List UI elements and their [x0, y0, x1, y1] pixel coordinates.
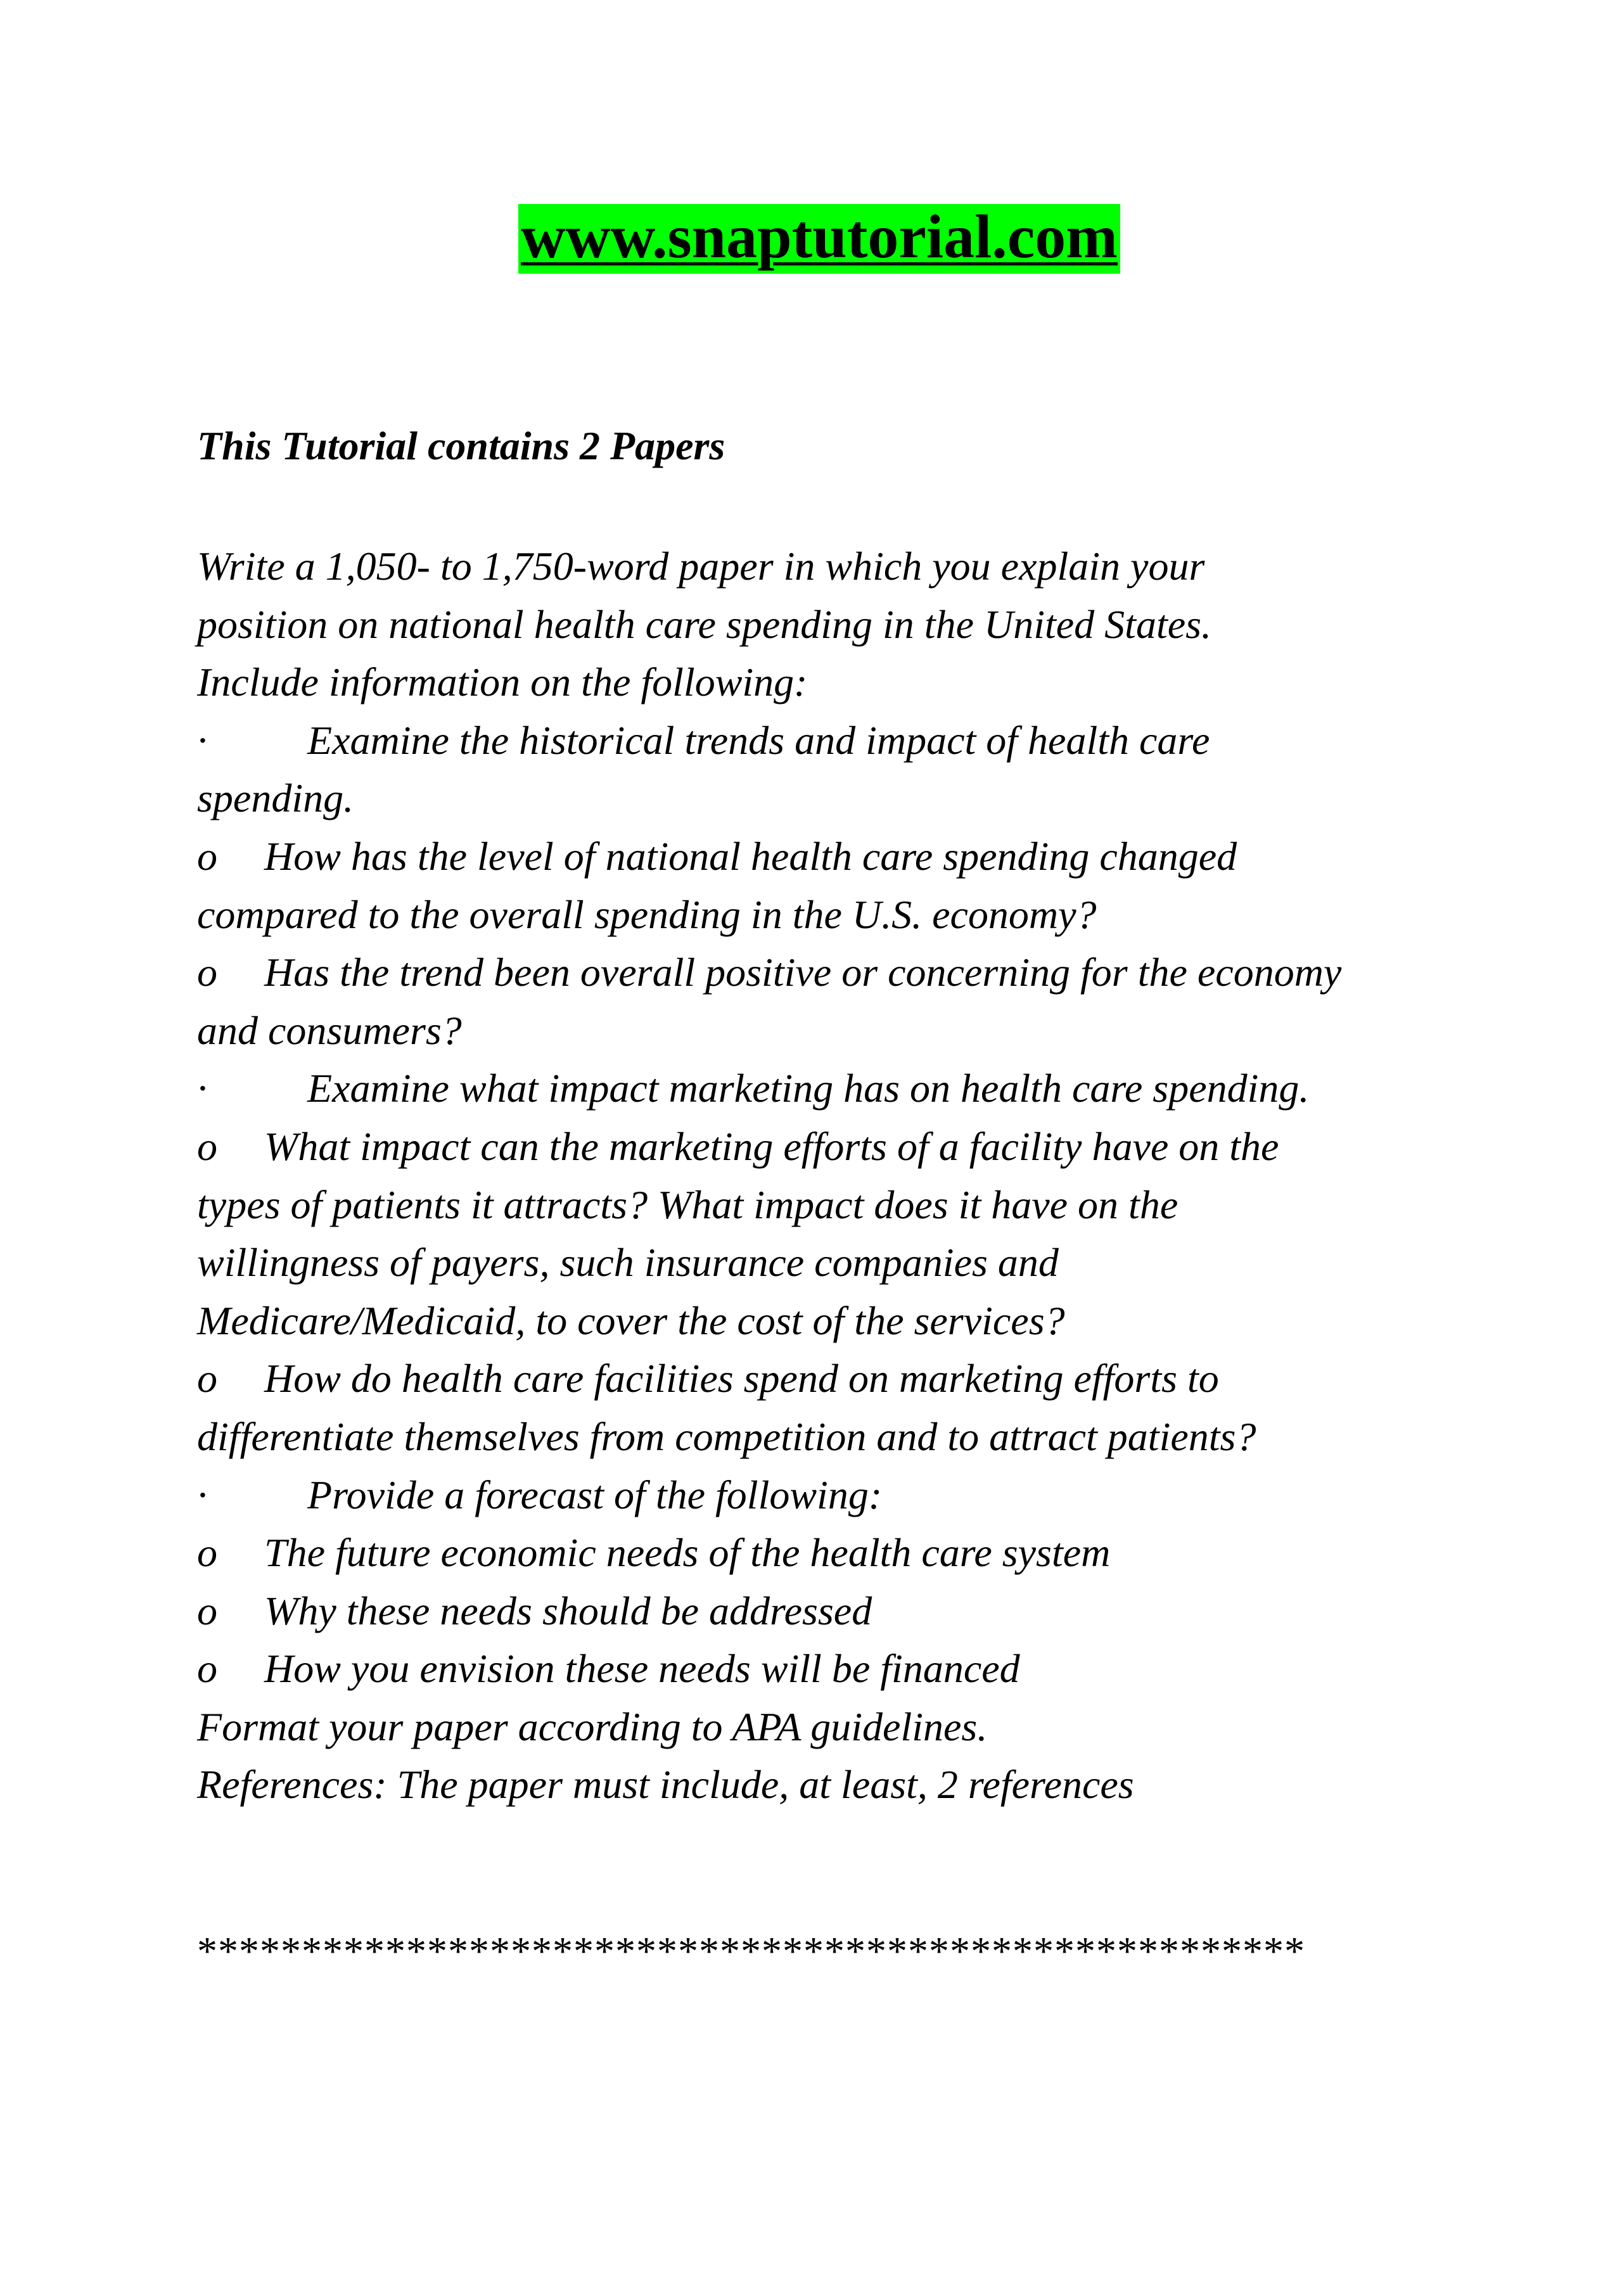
item-text: How you envision these needs will be financed — [264, 1646, 1020, 1692]
item-text: The future economic needs of the health care system — [264, 1530, 1111, 1576]
bullet-marker: · — [197, 1066, 207, 1111]
sub-item — [197, 1118, 1515, 1176]
separator-line: ***************************************************** — [197, 1929, 1305, 1974]
item-continuation: willingness of payers, such insurance companies and — [197, 1240, 1059, 1285]
sub-marker: o — [197, 1530, 217, 1576]
sub-item — [197, 827, 1515, 886]
sub-marker: o — [197, 1356, 217, 1401]
sub-marker: o — [197, 950, 217, 995]
sub-marker: o — [197, 1646, 217, 1692]
intro-line: Write a 1,050- to 1,750-word paper in which you explain your — [197, 544, 1205, 589]
sub-marker: o — [197, 833, 217, 879]
bullet-item — [197, 711, 1515, 770]
assignment-body — [197, 537, 1515, 1814]
sub-item — [197, 1640, 1515, 1698]
intro-line: Include information on the following: — [197, 660, 808, 705]
sub-item — [197, 1349, 1515, 1408]
item-text: How do health care facilities spend on marketing efforts to — [264, 1356, 1219, 1401]
bullet-marker: · — [197, 1472, 207, 1517]
item-continuation: and consumers? — [197, 1007, 462, 1053]
bullet-marker: · — [197, 717, 207, 763]
closing-line: References: The paper must include, at least, 2 references — [197, 1762, 1134, 1808]
item-continuation: types of patients it attracts? What impact does it have on the — [197, 1182, 1178, 1227]
item-text: Has the trend been overall positive or concerning for the economy — [264, 950, 1342, 995]
item-text: Provide a forecast of the following: — [307, 1472, 883, 1517]
sub-item — [197, 943, 1515, 1002]
item-text: Examine the historical trends and impact of health care — [307, 717, 1210, 763]
tutorial-subtitle: This Tutorial contains 2 Papers — [197, 423, 725, 468]
site-url-link[interactable]: www.snaptutorial.com — [518, 204, 1120, 274]
item-continuation: differentiate themselves from competition and to attract patients? — [197, 1413, 1256, 1459]
sub-marker: o — [197, 1123, 217, 1169]
closing-line: Format your paper according to APA guidelines. — [197, 1704, 988, 1749]
item-text: Why these needs should be addressed — [264, 1588, 872, 1633]
header — [0, 204, 1622, 274]
item-text: How has the level of national health care spending changed — [264, 833, 1237, 879]
sub-marker: o — [197, 1588, 217, 1633]
item-text: Examine what impact marketing has on health care spending. — [307, 1066, 1310, 1111]
bullet-item — [197, 1059, 1515, 1118]
item-text: What impact can the marketing efforts of a facility have on the — [264, 1123, 1279, 1169]
item-continuation: compared to the overall spending in the U.S. economy? — [197, 891, 1097, 937]
sub-item — [197, 1524, 1515, 1582]
intro-line: position on national health care spending in the United States. — [197, 601, 1212, 647]
item-continuation: spending. — [197, 775, 354, 821]
sub-item — [197, 1582, 1515, 1640]
item-continuation: Medicare/Medicaid, to cover the cost of the services? — [197, 1298, 1065, 1343]
bullet-item — [197, 1466, 1515, 1524]
